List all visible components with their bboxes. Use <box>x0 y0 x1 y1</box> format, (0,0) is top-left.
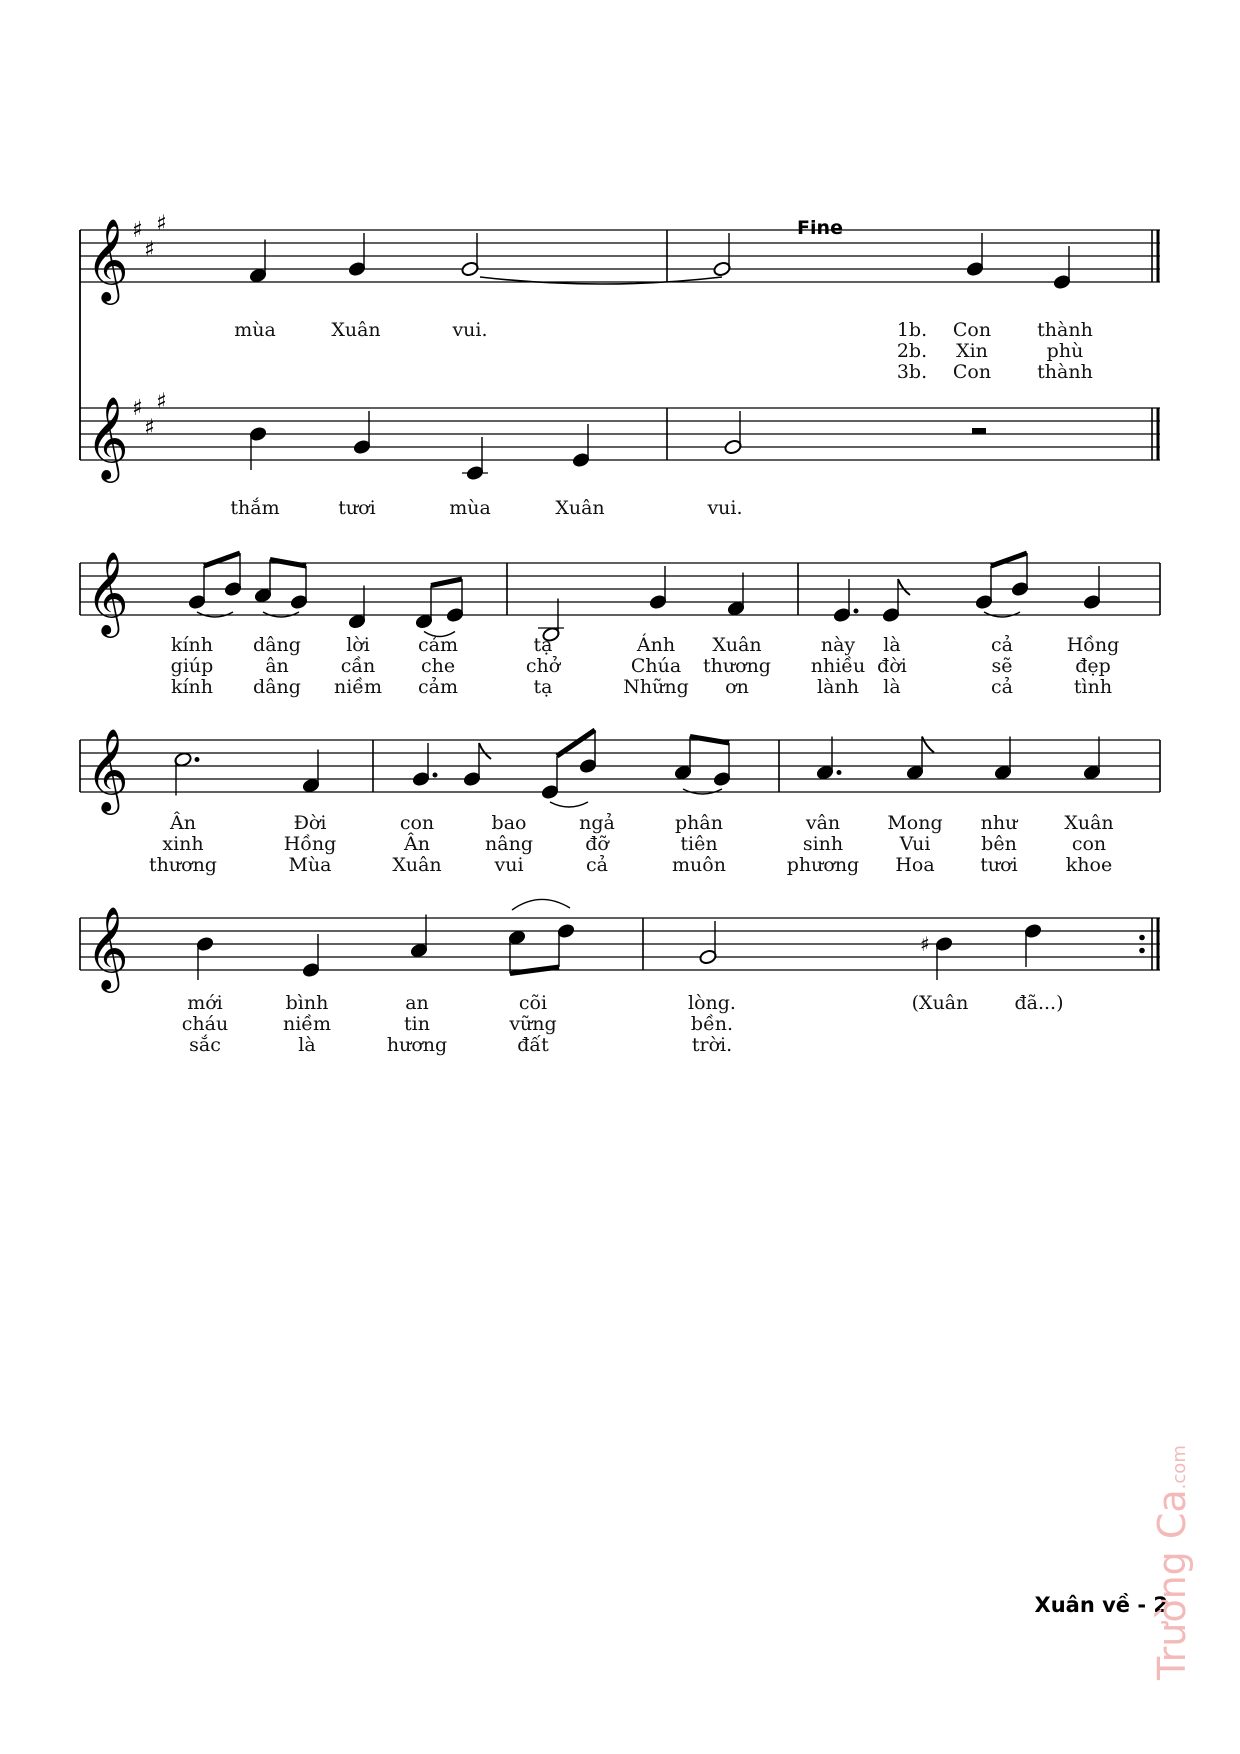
slur <box>550 802 588 807</box>
note-flag <box>479 743 491 759</box>
lyric-syllable: Mùa <box>288 854 332 876</box>
lyric-syllable: dâng <box>253 634 301 656</box>
verse-lyric: Xin <box>956 340 988 362</box>
lyric-syllable: kính <box>170 676 214 698</box>
beam <box>204 553 240 566</box>
lyric-syllable: Ánh <box>636 634 676 656</box>
lyric-syllable: Xuân <box>331 319 381 341</box>
treble-clef: 𝄞 <box>86 395 129 479</box>
lyric-syllable: thương <box>149 854 217 876</box>
lyric-syllable: là <box>883 676 901 698</box>
lyric-syllable: đẹp <box>1075 655 1111 677</box>
verse-lyric: 3b. <box>896 361 928 383</box>
lyric-syllable: là <box>883 634 901 656</box>
lyric-syllable: con <box>399 812 435 834</box>
verse-lyric: phù <box>1046 340 1084 362</box>
sharp-sign: ♯ <box>144 415 155 441</box>
lyric-syllable: phân <box>675 812 723 834</box>
lyric-syllable: hương <box>386 1034 448 1056</box>
treble-clef: 𝄞 <box>86 727 129 811</box>
lyric-syllable: Xuân <box>392 854 442 876</box>
lyric-syllable: (Xuân <box>911 992 969 1014</box>
note-flag <box>898 579 910 595</box>
lyric-syllable: nâng <box>485 833 533 855</box>
repeat-dot <box>1139 935 1145 941</box>
lyric-syllable: đất <box>517 1034 549 1056</box>
tie <box>480 277 722 284</box>
lyric-syllable: lời <box>346 634 370 656</box>
treble-clef: 𝄞 <box>86 217 129 301</box>
beam <box>991 553 1027 566</box>
verse-lyric: 2b. <box>896 340 928 362</box>
lyric-syllable: ơn <box>725 676 749 698</box>
sharp-sign: ♯ <box>144 237 155 263</box>
lyric-syllable: an <box>405 992 429 1014</box>
lyric-syllable: Xuân <box>712 634 762 656</box>
lyric-syllable: thương <box>703 655 771 677</box>
treble-clef: 𝄞 <box>86 905 129 989</box>
lyric-syllable: khoe <box>1065 854 1113 876</box>
lyric-syllable: cả <box>991 676 1013 698</box>
lyric-syllable: này <box>820 634 856 656</box>
lyric-syllable: tiên <box>680 833 718 855</box>
lyric-syllable: đã...) <box>1014 992 1064 1014</box>
repeat-dot <box>1139 948 1145 954</box>
lyric-syllable: Hồng <box>1066 634 1120 656</box>
fine-label: Fine <box>797 217 843 239</box>
lyric-syllable: mùa <box>449 497 491 519</box>
page-footer: Xuân về - 2 <box>1034 1593 1168 1617</box>
lyric-syllable: Ân <box>170 812 196 834</box>
lyric-syllable: thắm <box>230 497 280 519</box>
lyric-syllable: niềm <box>282 1013 332 1035</box>
lyric-syllable: Những <box>623 676 689 698</box>
verse-lyric: 1b. <box>896 319 928 341</box>
lyric-syllable: Ân <box>404 833 430 855</box>
lyric-syllable: Đời <box>293 812 327 834</box>
treble-clef: 𝄞 <box>86 550 129 634</box>
verse-lyric: Con <box>952 361 992 383</box>
lyric-syllable: cả <box>991 634 1013 656</box>
lyric-syllable: Hồng <box>283 833 337 855</box>
beam <box>557 730 595 756</box>
lyric-syllable: mới <box>187 992 223 1014</box>
sharp-sign: ♯ <box>132 396 143 421</box>
lyric-syllable: Xuân <box>1064 812 1114 834</box>
dot <box>433 773 438 778</box>
lyric-syllable: trời. <box>691 1034 733 1056</box>
verse-lyric: thành <box>1037 361 1093 383</box>
lyric-syllable: như <box>980 812 1018 834</box>
lyric-syllable: cháu <box>181 1013 229 1035</box>
lyric-syllable: cảm <box>418 676 458 698</box>
lyric-syllable: mùa <box>234 319 276 341</box>
lyric-syllable: vui. <box>707 497 743 519</box>
sharp-sign: ♯ <box>156 389 167 415</box>
lyric-syllable: ân <box>265 655 289 677</box>
lyric-syllable: muôn <box>672 854 726 876</box>
lyric-syllable: con <box>1071 833 1107 855</box>
slur <box>512 899 570 910</box>
lyric-syllable: vững <box>509 1013 557 1035</box>
lyric-syllable: Hoa <box>895 854 935 876</box>
dot <box>854 609 859 614</box>
lyric-syllable: Chúa <box>630 655 682 677</box>
sharp-sign: ♯ <box>156 211 167 237</box>
beam <box>510 967 559 974</box>
note-flag <box>922 737 934 753</box>
lyric-syllable: là <box>298 1034 316 1056</box>
lyric-syllable: cõi <box>518 992 548 1014</box>
lyric-syllable: đời <box>877 655 907 677</box>
lyric-syllable: tạ <box>533 634 553 656</box>
dot <box>195 757 200 762</box>
lyric-syllable: phương <box>786 854 860 876</box>
dot <box>837 770 842 775</box>
lyric-syllable: bình <box>285 992 329 1014</box>
half-rest <box>972 428 986 434</box>
lyric-syllable: bao <box>491 812 527 834</box>
lyric-syllable: nhiều <box>810 655 866 677</box>
lyric-syllable: chở <box>525 655 561 677</box>
lyric-syllable: tạ <box>533 676 553 698</box>
lyric-syllable: dâng <box>253 676 301 698</box>
lyric-syllable: kính <box>170 634 214 656</box>
lyric-syllable: cả <box>586 854 608 876</box>
lyric-syllable: bên <box>981 833 1017 855</box>
lyric-syllable: tươi <box>338 497 376 519</box>
lyric-syllable: đỡ <box>585 833 609 855</box>
lyric-syllable: tình <box>1073 676 1113 698</box>
lyric-syllable: xinh <box>162 833 204 855</box>
lyric-syllable: Mong <box>887 812 943 834</box>
lyric-syllable: vui. <box>452 319 488 341</box>
beam <box>270 560 306 567</box>
lyric-syllable: giúp <box>170 655 214 677</box>
lyric-syllable: cần <box>340 655 376 677</box>
lyric-syllable: ngả <box>579 812 615 834</box>
lyric-syllable: vân <box>805 812 841 834</box>
watermark-logo: Trường Ca.com <box>1150 1445 1194 1680</box>
lyric-syllable: sinh <box>802 833 844 855</box>
lyric-syllable: che <box>420 655 456 677</box>
lyric-syllable: lòng. <box>688 992 736 1014</box>
lyric-syllable: Vui <box>899 833 931 855</box>
lyric-syllable: sẽ <box>991 655 1013 677</box>
lyric-syllable: tươi <box>980 854 1018 876</box>
verse-lyric: Con <box>952 319 992 341</box>
beam <box>431 579 462 586</box>
lyric-syllable: sắc <box>189 1034 221 1056</box>
lyric-syllable: vui <box>494 854 524 876</box>
lyric-syllable: tin <box>404 1013 430 1035</box>
lyric-syllable: cảm <box>418 634 458 656</box>
lyric-syllable: bền. <box>690 1013 734 1035</box>
beam <box>690 737 729 744</box>
lyric-syllable: lành <box>817 676 859 698</box>
lyric-syllable: Xuân <box>555 497 605 519</box>
verse-lyric: thành <box>1037 319 1093 341</box>
lyric-syllable: niềm <box>333 676 383 698</box>
sharp-accidental: ♯ <box>920 932 930 956</box>
sharp-sign: ♯ <box>132 218 143 243</box>
